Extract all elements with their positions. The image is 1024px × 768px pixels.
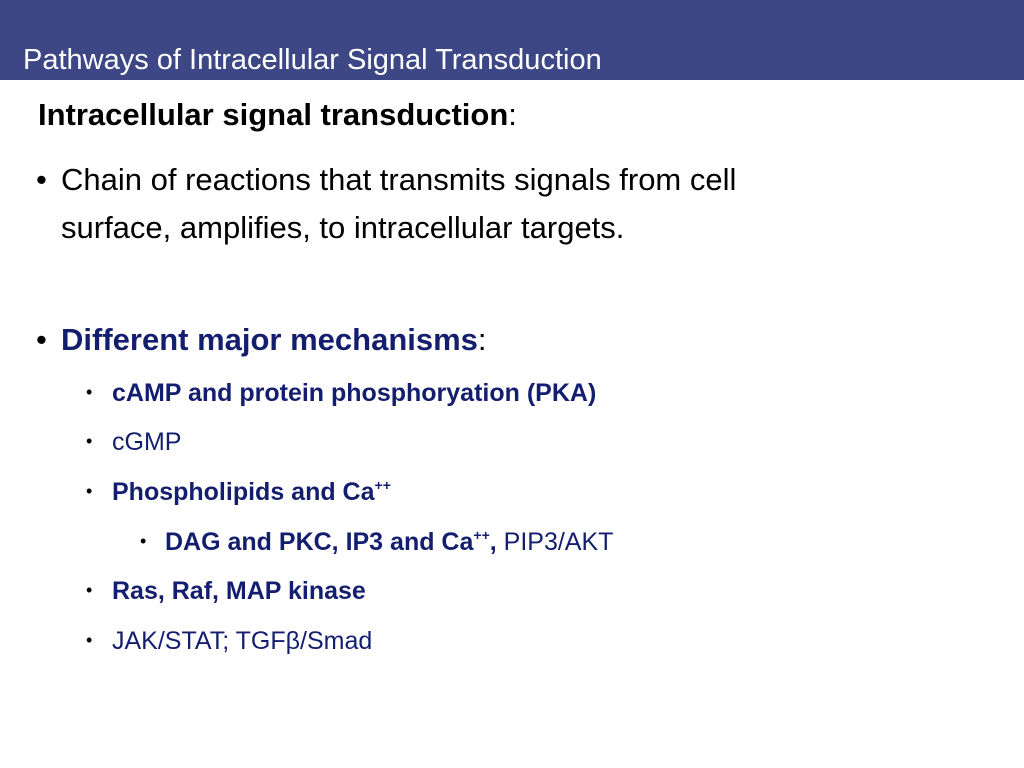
section-heading [38,95,517,135]
sub-item-ras-text: Ras, Raf, MAP kinase [112,577,366,605]
sub-item-phospholipids-text: Phospholipids and Ca [112,478,375,506]
bullet-chain-line2: surface, amplifies, to intracellular targets. [61,210,625,245]
dag-comma: , [489,528,497,556]
sub-bullet-dot: • [86,382,93,402]
sub-item-ras [86,574,366,607]
bullet-chain-line1: Chain of reactions that transmits signals from cell [61,162,737,197]
sub-sub-item-dag [140,525,613,558]
mechanisms-label: Different major mechanisms [61,322,478,357]
dag-superscript: ++ [473,527,490,543]
sub-item-jak [86,624,372,657]
dag-text: DAG and PKC, IP3 and Ca [165,528,474,556]
heading-colon: : [508,97,517,132]
bullet-dot: • [36,322,47,357]
mechanisms-colon: : [477,322,487,357]
bullet-dot: • [36,162,47,197]
slide-title: Pathways of Intracellular Signal Transduction [23,44,602,76]
sub-sub-bullet-dot: • [140,531,147,551]
heading-text: Intracellular signal transduction [38,97,509,132]
dag-rest-text: PIP3/AKT [496,528,614,556]
sub-bullet-dot: • [86,630,93,650]
sub-item-phospholipids [86,475,391,508]
sub-item-camp [86,376,596,409]
title-bar [0,0,1024,80]
sub-item-camp-text: cAMP and protein phosphoryation (PKA) [112,379,597,407]
sub-bullet-dot: • [86,481,93,501]
sub-bullet-dot: • [86,431,93,451]
phospholipids-superscript: ++ [374,477,391,493]
sub-item-jak-text: JAK/STAT; TGFβ/Smad [112,627,373,655]
sub-item-cgmp-text: cGMP [112,428,182,456]
sub-item-cgmp [86,425,181,458]
sub-bullet-dot: • [86,580,93,600]
